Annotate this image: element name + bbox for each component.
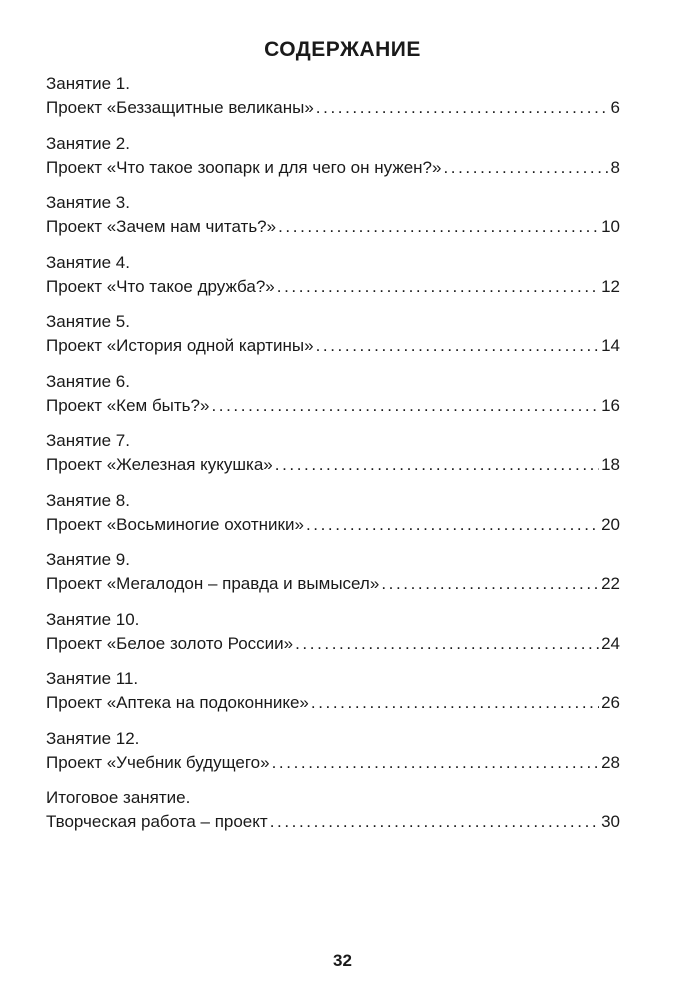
project-row <box>46 96 620 120</box>
lesson-label: Занятие 6. <box>46 371 130 391</box>
toc-entry <box>46 132 620 180</box>
toc-entry <box>46 191 620 239</box>
project-title: Проект «Аптека на подоконнике» <box>46 693 309 712</box>
dot-leader <box>211 394 599 418</box>
project-title: Проект «Белое золото России» <box>46 633 294 653</box>
toc-entry <box>46 310 620 358</box>
project-title: Проект «Железная кукушка» <box>46 455 273 474</box>
table-of-contents <box>46 72 620 846</box>
project-title: Проект «Мегалодон – правда и вымысел» <box>46 574 380 593</box>
lesson-label: Занятие 7. <box>46 431 130 450</box>
page-ref: 16 <box>601 395 620 415</box>
dot-leader <box>277 275 599 299</box>
page-ref: 12 <box>601 276 620 296</box>
project-row <box>46 751 620 775</box>
page-ref: 30 <box>601 812 620 831</box>
dot-leader <box>311 691 599 715</box>
page-ref: 6 <box>610 98 620 117</box>
page-ref: 26 <box>601 693 620 712</box>
page-number: 32 <box>333 951 352 970</box>
toc-entry <box>46 429 620 477</box>
lesson-label: Занятие 2. <box>46 133 130 153</box>
lesson-label: Занятие 4. <box>46 252 130 272</box>
project-row <box>46 572 620 596</box>
lesson-label: Итоговое занятие. <box>46 788 191 807</box>
toc-entry <box>46 72 620 120</box>
dot-leader <box>295 632 599 656</box>
toc-entry <box>46 489 620 537</box>
lesson-label: Занятие 1. <box>46 74 130 93</box>
lesson-label: Занятие 11. <box>46 669 139 688</box>
toc-entry <box>46 370 620 418</box>
project-row <box>46 453 620 477</box>
dot-leader <box>381 572 599 596</box>
page-title: СОДЕРЖАНИЕ <box>264 38 421 61</box>
toc-entry <box>46 608 620 656</box>
page-ref: 14 <box>601 336 620 355</box>
project-title: Проект «Зачем нам читать?» <box>46 217 277 236</box>
dot-leader <box>316 96 609 120</box>
project-row <box>46 632 620 656</box>
project-row <box>46 215 620 239</box>
toc-entry <box>46 786 620 834</box>
toc-entry <box>46 548 620 596</box>
project-title: Проект «Учебник будущего» <box>46 752 270 772</box>
project-title: Проект «Беззащитные великаны» <box>46 98 314 117</box>
page-ref: 10 <box>601 217 620 236</box>
lesson-label: Занятие 10. <box>46 609 140 629</box>
project-title: Проект «Восьминогие охотники» <box>46 514 304 534</box>
project-title: Проект «Кем быть?» <box>46 395 210 415</box>
toc-entry <box>46 251 620 299</box>
lesson-label: Занятие 12. <box>46 728 140 748</box>
lesson-label: Занятие 8. <box>46 490 130 510</box>
project-row <box>46 275 620 299</box>
dot-leader <box>275 453 599 477</box>
project-row <box>46 334 620 358</box>
dot-leader <box>272 751 599 775</box>
toc-entry <box>46 667 620 715</box>
project-row <box>46 513 620 537</box>
page-ref: 24 <box>601 633 620 653</box>
project-title: Проект «Что такое зоопарк и для чего он нужен?» <box>46 157 442 177</box>
page-ref: 18 <box>601 455 620 474</box>
lesson-label: Занятие 5. <box>46 312 130 331</box>
project-row <box>46 691 620 715</box>
toc-entry <box>46 727 620 775</box>
project-row <box>46 156 620 180</box>
dot-leader <box>443 156 608 180</box>
page-ref: 8 <box>610 157 620 177</box>
page-ref: 20 <box>601 514 620 534</box>
dot-leader <box>306 513 599 537</box>
lesson-label: Занятие 9. <box>46 550 130 569</box>
dot-leader <box>316 334 600 358</box>
project-title: Проект «Что такое дружба?» <box>46 276 275 296</box>
project-row <box>46 394 620 418</box>
project-title: Проект «История одной картины» <box>46 336 314 355</box>
project-title: Творческая работа – проект <box>46 812 268 831</box>
dot-leader <box>278 215 599 239</box>
page-ref: 28 <box>601 752 620 772</box>
page-ref: 22 <box>601 574 620 593</box>
dot-leader <box>270 810 599 834</box>
lesson-label: Занятие 3. <box>46 193 130 212</box>
project-row <box>46 810 620 834</box>
